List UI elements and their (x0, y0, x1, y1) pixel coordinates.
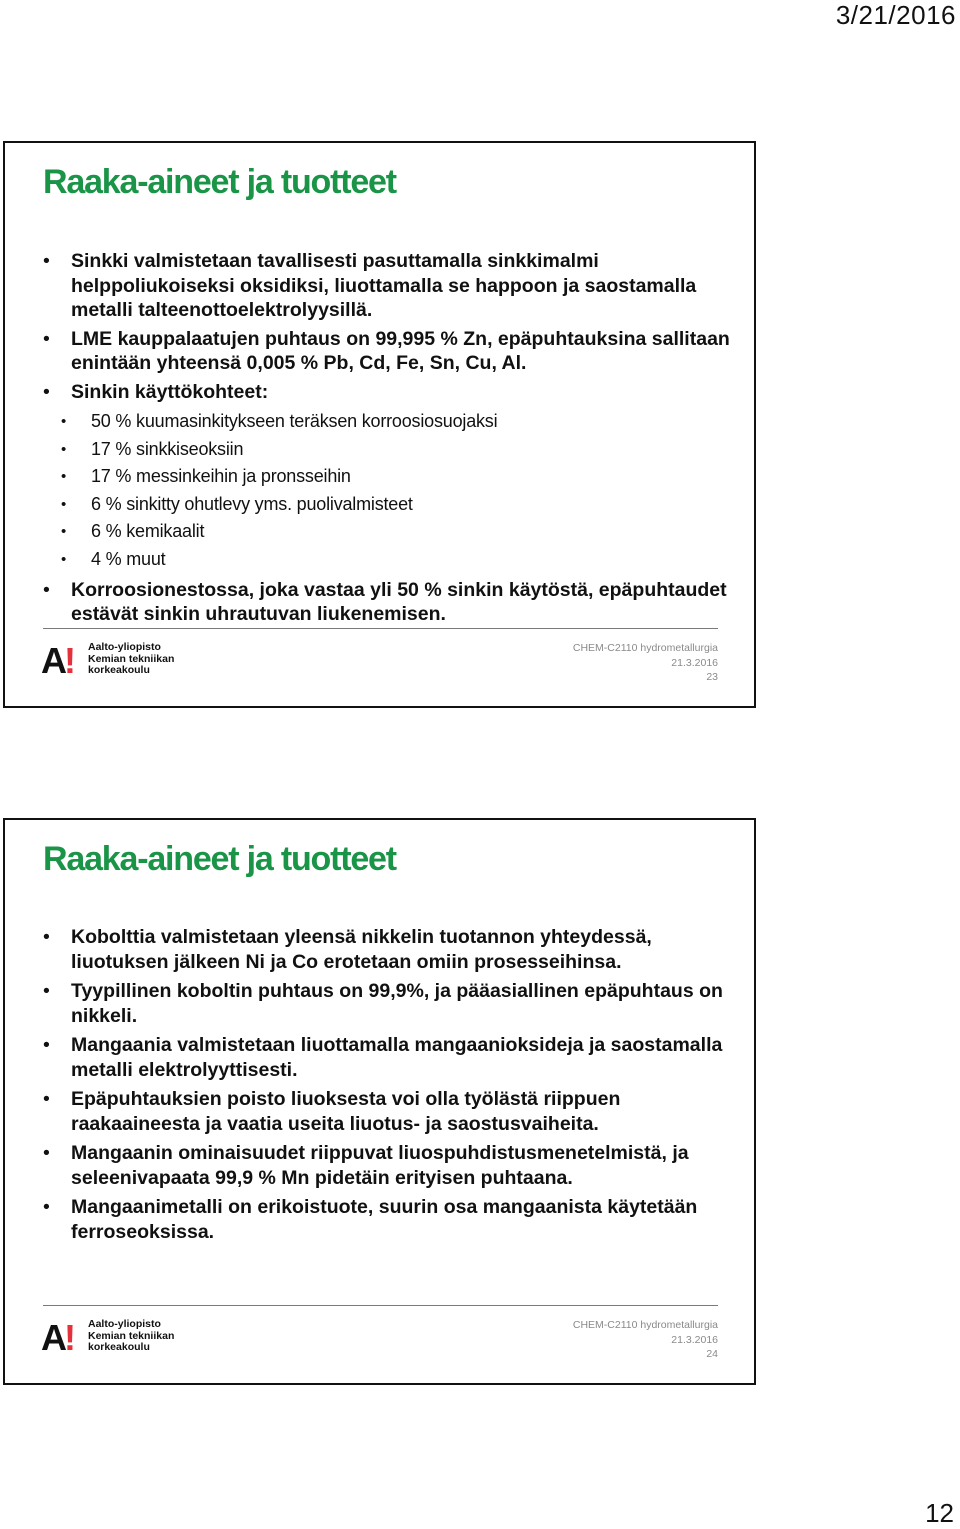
slide-number: 24 (706, 1348, 718, 1360)
aalto-logo (41, 641, 181, 681)
footer-divider (43, 1305, 718, 1306)
logo-text (88, 642, 174, 677)
sub-bullet-item: • 17 % messinkeihin ja pronsseihin (43, 463, 743, 491)
aalto-a-mark: A! (41, 640, 73, 681)
logo-text (88, 1319, 174, 1354)
bullet-list (43, 925, 743, 1249)
course-code: CHEM-C2110 hydrometallurgia (572, 1319, 718, 1331)
page-date: 3/21/2016 (835, 0, 956, 30)
bullet-item: • Korroosionestossa, joka vastaa yli 50 % sinkin käytöstä, epäpuhtaudet estävät sinkin uhrautuvan liukenemisen. (43, 578, 743, 627)
aalto-logo (41, 1318, 181, 1358)
slide-24 (3, 818, 756, 1385)
footer-info (573, 641, 718, 685)
logo-line: Aalto-yliopisto (88, 1318, 161, 1330)
bullet-item: • LME kauppalaatujen puhtaus on 99,995 % Zn, epäpuhtauksina sallitaan enintään yhteensä 0,005 % Pb, Cd, Fe, Sn, Cu, Al. (43, 327, 743, 376)
bullet-list (43, 249, 743, 631)
logo-line: Kemian tekniikan (88, 652, 175, 665)
slide-title: Raaka-aineet ja tuotteet (43, 163, 396, 201)
bullet-item: • Mangaanin ominaisuudet riippuvat liuospuhdistusmenetelmistä, ja seleenivapaata 99,9 % Mn pidetäin erityisen puhtaana. (43, 1141, 743, 1190)
sub-bullet-item: • 6 % kemikaalit (43, 518, 743, 546)
aalto-a-mark: A! (41, 1317, 73, 1358)
footer-divider (43, 628, 718, 629)
bullet-item: • Epäpuhtauksien poisto liuoksesta voi olla työlästä riippuen raakaaineesta ja vaatia useita liuotus- ja saostusvaiheita. (43, 1087, 743, 1136)
logo-line: korkeakoulu (88, 664, 150, 676)
sub-bullet-item: • 4 % muut (43, 546, 743, 574)
slide-23 (3, 141, 756, 708)
course-code: CHEM-C2110 hydrometallurgia (572, 642, 718, 654)
slide-number: 23 (706, 671, 718, 683)
slide-date: 21.3.2016 (671, 1333, 718, 1346)
footer-info (573, 1318, 718, 1362)
bullet-item: • Mangaania valmistetaan liuottamalla mangaanioksideja ja saostamalla metalli elektrolyyttisesti. (43, 1033, 743, 1082)
bullet-item: • Kobolttia valmistetaan yleensä nikkelin tuotannon yhteydessä, liuotuksen jälkeen Ni ja Co erotetaan omiin prosesseihinsa. (43, 925, 743, 974)
bullet-item: • Sinkin käyttökohteet: (43, 380, 743, 405)
bullet-item: • Tyypillinen koboltin puhtaus on 99,9%, ja pääasiallinen epäpuhtaus on nikkeli. (43, 979, 743, 1028)
bullet-item: • Sinkki valmistetaan tavallisesti pasuttamalla sinkkimalmi helppoliukoiseksi oksidiksi, liuottamalla se happoon ja saostamalla metalli talteenottoelektrolyysillä. (43, 249, 743, 323)
slide-date: 21.3.2016 (671, 656, 718, 669)
page-number: 12 (925, 1498, 954, 1528)
bullet-item: • Mangaanimetalli on erikoistuote, suurin osa mangaanista käytetään ferroseoksissa. (43, 1195, 743, 1244)
sub-bullet-item: • 50 % kuumasinkitykseen teräksen korroosiosuojaksi (43, 408, 743, 436)
logo-line: Aalto-yliopisto (88, 641, 161, 653)
slide-title: Raaka-aineet ja tuotteet (43, 840, 396, 878)
sub-bullet-item: • 6 % sinkitty ohutlevy yms. puolivalmisteet (43, 491, 743, 519)
logo-line: Kemian tekniikan (88, 1329, 175, 1342)
logo-line: korkeakoulu (88, 1341, 150, 1353)
sub-bullet-item: • 17 % sinkkiseoksiin (43, 436, 743, 464)
